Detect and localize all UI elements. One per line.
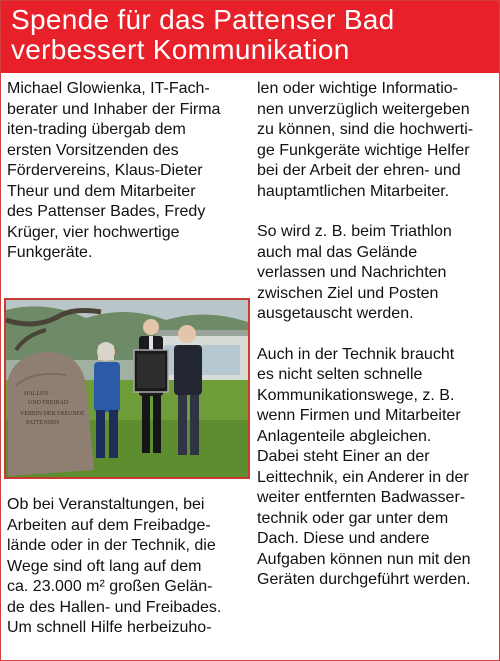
- text-line: Funkgeräte.: [7, 244, 93, 261]
- text-line: de des Hallen- und Freibades.: [7, 598, 222, 616]
- article-column-right: [257, 79, 497, 591]
- text-line: Geräten durchgeführt werden.: [257, 571, 471, 588]
- text-line: verlassen und Nachrichten: [257, 264, 447, 281]
- text-line: Aufgaben können nun mit den: [257, 550, 471, 568]
- text-line: des Pattenser Bades, Fredy: [7, 203, 206, 220]
- paragraph-gap: [257, 325, 497, 345]
- text-line: Leittechnik, ein Anderer in der: [257, 468, 469, 486]
- text-line: iten-trading übergab dem: [7, 121, 186, 138]
- text-line: berater und Inhaber der Firma: [7, 100, 221, 118]
- text-line: weiter entfernten Badwasser-: [257, 489, 466, 506]
- text-line: zu können, sind die hochwerti-: [257, 121, 474, 138]
- text-line: So wird z. B. beim Triathlon: [257, 223, 452, 240]
- text-line: nen unverzüglich weitergeben: [257, 100, 470, 118]
- text-line: Michael Glowienka, IT-Fach-: [7, 80, 210, 97]
- text-line: Krüger, vier hochwertige: [7, 223, 180, 241]
- text-line: ausgetauscht werden.: [257, 305, 414, 322]
- text-line: Wege sind oft lang auf dem: [7, 557, 202, 575]
- text-line: Arbeiten auf dem Freibadge-: [7, 516, 211, 534]
- paragraph-gap: [257, 202, 497, 222]
- text-line: auch mal das Gelände: [257, 243, 418, 261]
- article-photo: [4, 298, 250, 479]
- text-line: Auch in der Technik braucht: [257, 345, 455, 363]
- text-line: ersten Vorsitzenden des: [7, 141, 179, 159]
- text-line: Anlagenteile abgleichen.: [257, 427, 432, 445]
- text-line: Theur und dem Mitarbeiter: [7, 182, 196, 200]
- svg-text:HALLEN -: HALLEN -: [24, 391, 52, 397]
- headline-line-2: verbessert Kommunikation: [11, 34, 350, 65]
- text-line: len oder wichtige Informatio-: [257, 80, 458, 97]
- text-line: Fördervereins, Klaus-Dieter: [7, 162, 203, 179]
- svg-text:PATTENSEN: PATTENSEN: [26, 420, 60, 426]
- headline-line-1: Spende für das Pattenser Bad: [11, 4, 395, 35]
- text-line: es nicht selten schnelle: [257, 366, 423, 383]
- text-line: ge Funkgeräte wichtige Helfer: [257, 141, 470, 159]
- article-column-left-top: [7, 79, 243, 264]
- svg-text:UND FREIBAD: UND FREIBAD: [28, 400, 69, 406]
- text-line: ca. 23.000 m² großen Gelän-: [7, 578, 213, 595]
- article-column-left-bottom: [7, 495, 247, 639]
- text-line: lände oder in der Technik, die: [7, 537, 216, 554]
- text-line: technik oder gar unter dem: [257, 509, 449, 527]
- text-line: bei der Arbeit der ehren- und: [257, 162, 461, 179]
- text-line: hauptamtlichen Mitarbeiter.: [257, 182, 450, 200]
- svg-text:VEREIN DER FREUNDE: VEREIN DER FREUNDE: [20, 411, 85, 417]
- text-line: Kommunikationswege, z. B.: [257, 386, 455, 404]
- text-line: Dabei steht Einer an der: [257, 448, 430, 465]
- text-line: zwischen Ziel und Posten: [257, 284, 439, 302]
- photo-illustration: [6, 300, 248, 477]
- text-line: Dach. Diese und andere: [257, 530, 430, 547]
- text-line: Ob bei Veranstaltungen, bei: [7, 496, 205, 513]
- headline: [1, 1, 499, 73]
- text-line: wenn Firmen und Mitarbeiter: [257, 407, 461, 424]
- text-line: Um schnell Hilfe herbeizuho-: [7, 619, 212, 636]
